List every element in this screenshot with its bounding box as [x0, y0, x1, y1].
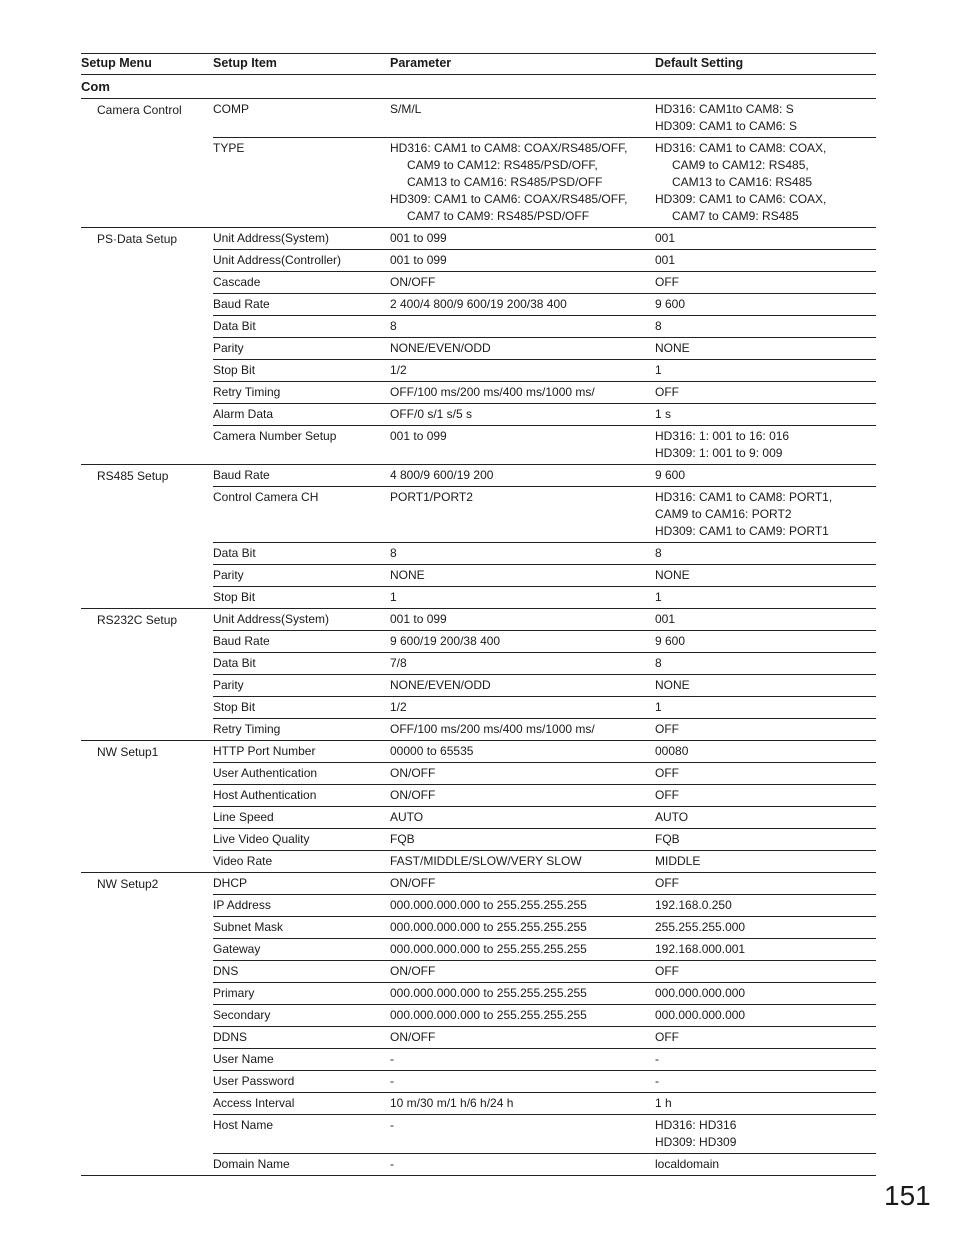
default-line: 192.168.0.250 [655, 898, 732, 912]
default-setting-cell [655, 809, 876, 826]
setup-item: Unit Address(System) [213, 612, 330, 626]
table-row [213, 609, 876, 631]
default-setting-cell [655, 1029, 876, 1046]
default-line: FQB [655, 832, 680, 846]
parameter-line: ON/OFF [390, 788, 436, 802]
table-row [213, 785, 876, 807]
default-setting-cell [655, 1007, 876, 1024]
setup-item: Data Bit [213, 546, 256, 560]
group-rows [213, 873, 876, 1175]
default-setting-cell [655, 853, 876, 870]
setup-item: Stop Bit [213, 590, 256, 604]
parameter-cell [390, 699, 655, 716]
default-setting-cell [655, 963, 876, 980]
default-setting-cell [655, 633, 876, 650]
parameter-cell [390, 941, 655, 958]
parameter-line: ON/OFF [390, 275, 436, 289]
default-setting-cell [655, 1156, 876, 1173]
default-line: 000.000.000.000 [655, 986, 746, 1000]
default-setting-cell [655, 340, 876, 357]
parameter-line: NONE/EVEN/ODD [390, 341, 491, 355]
parameter-cell [390, 489, 655, 540]
default-line: OFF [655, 1030, 679, 1044]
default-line: CAM13 to CAM16: RS485 [672, 175, 813, 189]
table-row [213, 1071, 876, 1093]
default-setting-cell [655, 721, 876, 738]
parameter-cell [390, 545, 655, 562]
parameter-cell [390, 677, 655, 694]
setup-item: Baud Rate [213, 297, 270, 311]
parameter-line: 001 to 099 [390, 429, 447, 443]
default-setting-cell [655, 919, 876, 936]
parameter-line: FAST/MIDDLE/SLOW/VERY SLOW [390, 854, 582, 868]
table-row [213, 675, 876, 697]
parameter-line: 000.000.000.000 to 255.255.255.255 [390, 898, 587, 912]
parameter-line: FQB [390, 832, 415, 846]
default-setting-cell [655, 941, 876, 958]
setup-item: Line Speed [213, 810, 274, 824]
default-line: 255.255.255.000 [655, 920, 746, 934]
table-row [213, 338, 876, 360]
setup-item: Gateway [213, 942, 261, 956]
page-number: 151 [884, 1180, 931, 1211]
default-setting-cell [655, 1095, 876, 1112]
parameter-line: ON/OFF [390, 964, 436, 978]
table-row [213, 719, 876, 740]
default-setting-cell [655, 384, 876, 401]
parameter-cell [390, 340, 655, 357]
table-row [213, 741, 876, 763]
table-row [213, 1154, 876, 1175]
default-setting-cell [655, 1051, 876, 1068]
header-setup-menu: Setup Menu [81, 56, 152, 70]
table-row [213, 382, 876, 404]
table-row [213, 851, 876, 872]
setup-item: Baud Rate [213, 634, 270, 648]
setup-item: Access Interval [213, 1096, 295, 1110]
parameter-cell [390, 1029, 655, 1046]
setup-item: Host Authentication [213, 788, 317, 802]
setup-menu-name: NW Setup1 [97, 745, 159, 759]
default-setting-cell [655, 274, 876, 291]
default-line: 8 [655, 546, 662, 560]
default-setting-cell [655, 489, 876, 540]
default-line: HD309: CAM1 to CAM6: COAX, [655, 192, 827, 206]
default-line: HD316: CAM1 to CAM8: COAX, [655, 141, 827, 155]
table-row [213, 465, 876, 487]
default-line: NONE [655, 678, 690, 692]
table-header [81, 53, 876, 75]
setup-item: Cascade [213, 275, 261, 289]
setup-item: Retry Timing [213, 385, 281, 399]
default-setting-cell [655, 787, 876, 804]
default-line: 1 h [655, 1096, 672, 1110]
default-setting-cell [655, 699, 876, 716]
parameter-cell [390, 406, 655, 423]
default-line: 1 s [655, 407, 672, 421]
setup-item: Alarm Data [213, 407, 274, 421]
parameter-cell [390, 1007, 655, 1024]
parameter-cell [390, 467, 655, 484]
parameter-cell [390, 611, 655, 628]
table-row [213, 404, 876, 426]
table-row [213, 1005, 876, 1027]
default-line: 00080 [655, 744, 689, 758]
default-setting-cell [655, 567, 876, 584]
parameter-line: PORT1/PORT2 [390, 490, 473, 504]
default-line: 9 600 [655, 634, 686, 648]
parameter-cell [390, 101, 655, 135]
default-line: localdomain [655, 1157, 720, 1171]
table-row [213, 631, 876, 653]
default-line: 1 [655, 700, 662, 714]
parameter-cell [390, 743, 655, 760]
default-setting-cell [655, 875, 876, 892]
table-row [213, 543, 876, 565]
parameter-cell [390, 897, 655, 914]
parameter-cell [390, 230, 655, 247]
parameter-line: 10 m/30 m/1 h/6 h/24 h [390, 1096, 514, 1110]
parameter-line: ON/OFF [390, 766, 436, 780]
table-row [213, 697, 876, 719]
table-row [213, 228, 876, 250]
default-line: OFF [655, 788, 679, 802]
parameter-cell [390, 384, 655, 401]
default-line: OFF [655, 722, 679, 736]
parameter-line: NONE [390, 568, 425, 582]
parameter-line: 7/8 [390, 656, 407, 670]
setup-item: DNS [213, 964, 239, 978]
settings-table [81, 53, 876, 1176]
setup-item: Parity [213, 341, 244, 355]
default-line: HD316: HD316 [655, 1118, 737, 1132]
default-line: HD309: 1: 001 to 9: 009 [655, 446, 783, 460]
setup-item: Parity [213, 678, 244, 692]
default-line: MIDDLE [655, 854, 701, 868]
parameter-cell [390, 809, 655, 826]
table-body [81, 99, 876, 1176]
table-row [213, 653, 876, 675]
default-line: CAM9 to CAM16: PORT2 [655, 507, 792, 521]
parameter-line: S/M/L [390, 102, 422, 116]
parameter-cell [390, 1051, 655, 1068]
setup-item: HTTP Port Number [213, 744, 316, 758]
parameter-cell [390, 296, 655, 313]
table-row [213, 1115, 876, 1154]
parameter-line: 001 to 099 [390, 231, 447, 245]
table-row [213, 1049, 876, 1071]
parameter-line: - [390, 1074, 394, 1088]
default-line: OFF [655, 766, 679, 780]
setup-item: Stop Bit [213, 700, 256, 714]
parameter-cell [390, 853, 655, 870]
default-setting-cell [655, 743, 876, 760]
default-setting-cell [655, 428, 876, 462]
parameter-cell [390, 428, 655, 462]
default-line: HD316: CAM1to CAM8: S [655, 102, 794, 116]
group-rows [213, 741, 876, 872]
parameter-line: 000.000.000.000 to 255.255.255.255 [390, 920, 587, 934]
parameter-line: 9 600/19 200/38 400 [390, 634, 501, 648]
parameter-line: ON/OFF [390, 1030, 436, 1044]
table-row [213, 250, 876, 272]
menu-group [81, 228, 876, 465]
setup-item: Data Bit [213, 656, 256, 670]
parameter-line: OFF/100 ms/200 ms/400 ms/1000 ms/ [390, 385, 595, 399]
table-row [213, 99, 876, 138]
default-line: 192.168.000.001 [655, 942, 746, 956]
table-row [213, 763, 876, 785]
parameter-line: 8 [390, 319, 397, 333]
parameter-cell [390, 252, 655, 269]
parameter-line: OFF/100 ms/200 ms/400 ms/1000 ms/ [390, 722, 595, 736]
parameter-cell [390, 362, 655, 379]
table-row [213, 895, 876, 917]
default-line: OFF [655, 385, 679, 399]
section-title: Com [81, 75, 876, 99]
parameter-cell [390, 567, 655, 584]
parameter-line: 4 800/9 600/19 200 [390, 468, 494, 482]
parameter-line: 001 to 099 [390, 253, 447, 267]
parameter-line: OFF/0 s/1 s/5 s [390, 407, 473, 421]
header-parameter: Parameter [390, 56, 452, 70]
default-line: 001 [655, 231, 676, 245]
group-rows [213, 609, 876, 740]
parameter-line: CAM9 to CAM12: RS485/PSD/OFF, [407, 158, 598, 172]
menu-group [81, 609, 876, 741]
setup-item: TYPE [213, 141, 245, 155]
table-row [213, 807, 876, 829]
setup-menu-name: PS·Data Setup [97, 232, 178, 246]
table-row [213, 873, 876, 895]
default-setting-cell [655, 655, 876, 672]
default-setting-cell [655, 677, 876, 694]
setup-item: User Authentication [213, 766, 318, 780]
setup-item: Unit Address(System) [213, 231, 330, 245]
parameter-line: ON/OFF [390, 876, 436, 890]
table-row [213, 565, 876, 587]
parameter-line: 000.000.000.000 to 255.255.255.255 [390, 986, 587, 1000]
setup-item: Stop Bit [213, 363, 256, 377]
default-setting-cell [655, 765, 876, 782]
default-line: - [655, 1052, 659, 1066]
default-line: 001 [655, 253, 676, 267]
parameter-line: 00000 to 65535 [390, 744, 474, 758]
default-line: 8 [655, 319, 662, 333]
parameter-cell [390, 633, 655, 650]
setup-item: Live Video Quality [213, 832, 310, 846]
parameter-cell [390, 589, 655, 606]
setup-item: Camera Number Setup [213, 429, 337, 443]
default-line: 1 [655, 590, 662, 604]
parameter-line: - [390, 1118, 394, 1132]
setup-menu-name: RS485 Setup [97, 469, 169, 483]
table-row [213, 587, 876, 608]
parameter-line: 8 [390, 546, 397, 560]
default-setting-cell [655, 1117, 876, 1151]
setup-item: Primary [213, 986, 255, 1000]
default-line: HD309: HD309 [655, 1135, 737, 1149]
default-setting-cell [655, 1073, 876, 1090]
menu-group [81, 99, 876, 228]
default-line: 001 [655, 612, 676, 626]
default-line: 000.000.000.000 [655, 1008, 746, 1022]
setup-item: COMP [213, 102, 249, 116]
menu-group [81, 465, 876, 609]
setup-item: Retry Timing [213, 722, 281, 736]
parameter-line: 001 to 099 [390, 612, 447, 626]
default-setting-cell [655, 897, 876, 914]
group-rows [213, 99, 876, 227]
setup-item: DDNS [213, 1030, 248, 1044]
setup-item: Video Rate [213, 854, 273, 868]
header-setup-item: Setup Item [213, 56, 277, 70]
menu-group [81, 873, 876, 1176]
table-row [213, 1093, 876, 1115]
parameter-cell [390, 1156, 655, 1173]
setup-item: Baud Rate [213, 468, 270, 482]
default-setting-cell [655, 611, 876, 628]
default-setting-cell [655, 230, 876, 247]
parameter-line: 2 400/4 800/9 600/19 200/38 400 [390, 297, 567, 311]
default-line: OFF [655, 964, 679, 978]
table-row [213, 272, 876, 294]
parameter-cell [390, 765, 655, 782]
default-line: HD309: CAM1 to CAM6: S [655, 119, 798, 133]
setup-item: Control Camera CH [213, 490, 319, 504]
group-rows [213, 228, 876, 464]
setup-item: User Name [213, 1052, 274, 1066]
parameter-line: HD309: CAM1 to CAM6: COAX/RS485/OFF, [390, 192, 628, 206]
parameter-line: HD316: CAM1 to CAM8: COAX/RS485/OFF, [390, 141, 628, 155]
header-default-setting: Default Setting [655, 56, 744, 70]
parameter-cell [390, 655, 655, 672]
group-rows [213, 465, 876, 608]
setup-menu-name: Camera Control [97, 103, 182, 117]
table-row [213, 316, 876, 338]
setup-item: User Password [213, 1074, 295, 1088]
default-line: CAM9 to CAM12: RS485, [672, 158, 809, 172]
default-setting-cell [655, 985, 876, 1002]
default-setting-cell [655, 589, 876, 606]
setup-item: Parity [213, 568, 244, 582]
parameter-cell [390, 875, 655, 892]
default-line: OFF [655, 275, 679, 289]
parameter-cell [390, 140, 655, 225]
default-setting-cell [655, 101, 876, 135]
parameter-cell [390, 787, 655, 804]
default-setting-cell [655, 545, 876, 562]
parameter-cell [390, 721, 655, 738]
parameter-cell [390, 274, 655, 291]
default-setting-cell [655, 252, 876, 269]
default-line: NONE [655, 568, 690, 582]
setup-item: Domain Name [213, 1157, 290, 1171]
parameter-line: 000.000.000.000 to 255.255.255.255 [390, 942, 587, 956]
parameter-line: 000.000.000.000 to 255.255.255.255 [390, 1008, 587, 1022]
default-setting-cell [655, 831, 876, 848]
default-line: 1 [655, 363, 662, 377]
table-row [213, 961, 876, 983]
table-row [213, 426, 876, 464]
default-setting-cell [655, 140, 876, 225]
default-line: HD316: 1: 001 to 16: 016 [655, 429, 790, 443]
setup-item: DHCP [213, 876, 248, 890]
parameter-cell [390, 1117, 655, 1151]
table-row [213, 983, 876, 1005]
default-setting-cell [655, 296, 876, 313]
parameter-line: 1/2 [390, 700, 407, 714]
parameter-cell [390, 831, 655, 848]
default-line: CAM7 to CAM9: RS485 [672, 209, 799, 223]
table-row [213, 1027, 876, 1049]
default-setting-cell [655, 406, 876, 423]
table-row [213, 138, 876, 227]
default-line: 8 [655, 656, 662, 670]
table-row [213, 487, 876, 543]
table-row [213, 939, 876, 961]
parameter-line: CAM7 to CAM9: RS485/PSD/OFF [407, 209, 590, 223]
default-line: 9 600 [655, 468, 686, 482]
table-row [213, 917, 876, 939]
default-line: NONE [655, 341, 690, 355]
menu-group [81, 741, 876, 873]
default-setting-cell [655, 467, 876, 484]
setup-item: Secondary [213, 1008, 271, 1022]
setup-item: Host Name [213, 1118, 274, 1132]
parameter-line: 1/2 [390, 363, 407, 377]
setup-item: Subnet Mask [213, 920, 284, 934]
default-setting-cell [655, 362, 876, 379]
setup-menu-name: RS232C Setup [97, 613, 178, 627]
parameter-line: - [390, 1052, 394, 1066]
setup-item: IP Address [213, 898, 271, 912]
default-setting-cell [655, 318, 876, 335]
parameter-line: CAM13 to CAM16: RS485/PSD/OFF [407, 175, 603, 189]
parameter-cell [390, 1095, 655, 1112]
setup-item: Unit Address(Controller) [213, 253, 342, 267]
parameter-line: 1 [390, 590, 397, 604]
table-row [213, 360, 876, 382]
parameter-cell [390, 1073, 655, 1090]
default-line: - [655, 1074, 659, 1088]
parameter-line: NONE/EVEN/ODD [390, 678, 491, 692]
default-line: HD316: CAM1 to CAM8: PORT1, [655, 490, 833, 504]
setup-menu-name: NW Setup2 [97, 877, 159, 891]
parameter-cell [390, 963, 655, 980]
parameter-line: - [390, 1157, 394, 1171]
parameter-line: AUTO [390, 810, 424, 824]
setup-item: Data Bit [213, 319, 256, 333]
parameter-cell [390, 919, 655, 936]
default-line: HD309: CAM1 to CAM9: PORT1 [655, 524, 829, 538]
parameter-cell [390, 985, 655, 1002]
default-line: 9 600 [655, 297, 686, 311]
default-line: OFF [655, 876, 679, 890]
parameter-cell [390, 318, 655, 335]
table-row [213, 829, 876, 851]
default-line: AUTO [655, 810, 689, 824]
table-row [213, 294, 876, 316]
